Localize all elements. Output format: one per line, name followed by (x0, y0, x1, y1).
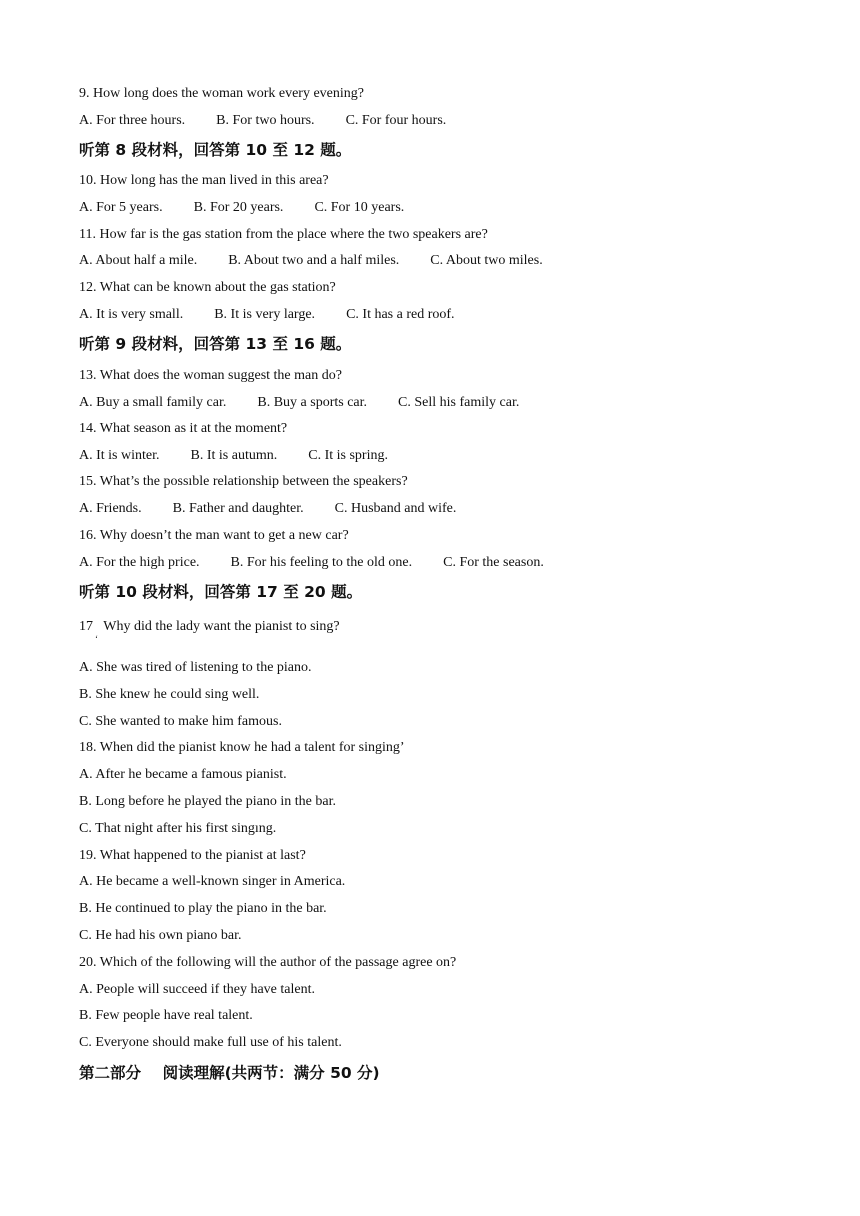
question-12-options (79, 306, 486, 324)
option-c: C. It is spring. (308, 448, 388, 463)
question-9: 9. How long does the woman work every evening? (79, 86, 364, 101)
section-8-heading: 听第 8 段材料，回答第 10 至 12 题。 (79, 141, 352, 159)
question-9-options (79, 112, 477, 130)
question-17: 17 Why did the lady want the pianist to sing? (79, 619, 340, 634)
question-19-option-c: C. He had his own piano bar. (79, 928, 242, 943)
question-20-option-c: C. Everyone should make full use of his talent. (79, 1035, 342, 1050)
question-10: 10. How long has the man lived in this area? (79, 173, 329, 188)
option-c: C. Husband and wife. (334, 501, 457, 516)
question-19-option-a: A. He became a well-known singer in America. (79, 874, 346, 889)
option-c: C. Sell his family car. (398, 395, 520, 410)
option-c: C. About two miles. (430, 253, 543, 268)
question-14: 14. What season as it at the moment? (79, 421, 288, 436)
section-9-heading: 听第 9 段材料，回答第 13 至 16 题。 (79, 335, 352, 353)
question-17-option-b: B. She knew he could sing well. (79, 687, 260, 702)
option-a: A. Buy a small family car. (79, 395, 227, 410)
option-c: C. It has a red roof. (346, 307, 455, 322)
question-10-options (79, 199, 435, 217)
option-a: A. It is winter. (79, 448, 160, 463)
question-16-options (79, 554, 575, 572)
option-c: C. For 10 years. (314, 200, 405, 215)
option-a: A. Friends. (79, 501, 142, 516)
question-20: 20. Which of the following will the author of the passage agree on? (79, 955, 457, 970)
question-20-option-b: B. Few people have real talent. (79, 1008, 253, 1023)
option-a: A. It is very small. (79, 307, 184, 322)
option-b: B. Buy a sports car. (257, 395, 368, 410)
option-b: B. For his feeling to the old one. (230, 555, 413, 570)
option-a: A. For 5 years. (79, 200, 163, 215)
question-19-option-b: B. He continued to play the piano in the bar. (79, 901, 327, 916)
option-c: C. For four hours. (345, 113, 447, 128)
section-10-heading: 听第 10 段材料，回答第 17 至 20 题。 (79, 583, 363, 601)
question-15: 15. What’s the possıble relationship between the speakers? (79, 474, 408, 489)
question-17-option-c: C. She wanted to make him famous. (79, 714, 282, 729)
option-b: B. For two hours. (216, 113, 315, 128)
part-2-heading: 第二部分 阅读理解(共两节：满分 50 分) (79, 1064, 380, 1082)
question-16: 16. Why doesn’t the man want to get a new car? (79, 528, 349, 543)
question-11: 11. How far is the gas station from the place where the two speakers are? (79, 227, 488, 242)
stray-mark: ʻ (95, 634, 98, 644)
question-12: 12. What can be known about the gas station? (79, 280, 336, 295)
question-18-option-c: C. That night after his first singıng. (79, 821, 277, 836)
question-18-option-b: B. Long before he played the piano in the bar. (79, 794, 336, 809)
question-15-options (79, 500, 487, 518)
option-c: C. For the season. (443, 555, 544, 570)
question-11-options (79, 252, 574, 270)
question-18: 18. When did the pianist know he had a talent for singing’ (79, 740, 405, 755)
option-a: A. For the high price. (79, 555, 200, 570)
question-14-options (79, 447, 419, 465)
question-20-option-a: A. People will succeed if they have talent. (79, 982, 315, 997)
option-a: A. For three hours. (79, 113, 186, 128)
question-17-option-a: A. She was tired of listening to the piano. (79, 660, 312, 675)
question-18-option-a: A. After he became a famous pianist. (79, 767, 287, 782)
option-b: B. It is very large. (214, 307, 316, 322)
option-a: A. About half a mile. (79, 253, 198, 268)
question-13-options (79, 394, 550, 412)
option-b: B. It is autumn. (190, 448, 278, 463)
question-19: 19. What happened to the pianist at last? (79, 848, 306, 863)
option-b: B. Father and daughter. (172, 501, 304, 516)
option-b: B. About two and a half miles. (228, 253, 400, 268)
question-13: 13. What does the woman suggest the man do? (79, 368, 342, 383)
option-b: B. For 20 years. (193, 200, 284, 215)
